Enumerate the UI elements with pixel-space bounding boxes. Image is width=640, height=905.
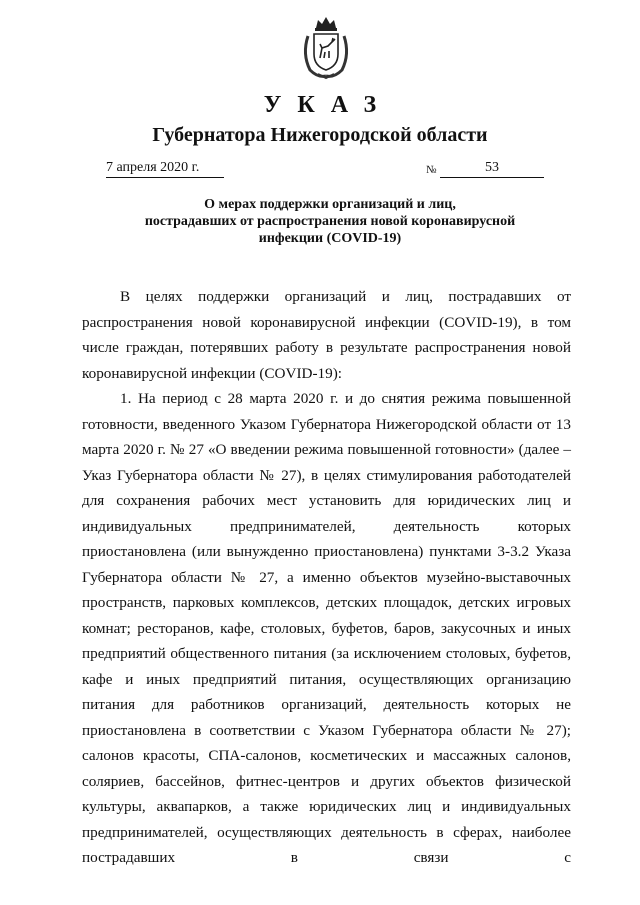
body-paragraph: 1. На период с 28 марта 2020 г. и до снятия режима повышенной готовности, введенного Указом Губернатора Нижегородской области от 13 марта 2020 г. № 27 «О введении режима повышенной готовности» (далее – Указ Губернатора области № 27), в целях стимулирования работодателей для сохранения рабочих мест установить для юридических лиц и индивидуальных предпринимателей, деятельность которых приостановлена (или вынужденно приостановлена) пунктами 3-3.2 Указа Губернатора области № 27, а именно объектов музейно-выставочных пространств, парковых комплексов, детских площадок, детских игровых комнат; ресторанов, кафе, столовых, буфетов, баров, закусочных и иных предприятий общественного питания (за исключением столовых, буфетов, кафе и иных предприятий питания, осуществляющих организацию питания для работников организаций, деятельность которых не приостановлена в соответствии с Указом Губернатора области № 27); салонов красоты, СПА-салонов, косметических и массажных салонов, соляриев, бассейнов, фитнес-центров и других объектов физической культуры, аквапарков, а также юридических лиц и индивидуальных предпринимателей, осуществляющих деятельность в сферах, наиболее пострадавших в связи с [82, 390, 571, 866]
body-paragraph: В целях поддержки организаций и лиц, пострадавших от распространения новой коронавирусной инфекции (COVID-19), в том числе граждан, потерявших работу в результате распространения новой коронавирусной инфекции (COVID-19): [82, 288, 571, 382]
document-heading [100, 196, 560, 247]
heading-line: инфекции (COVID-19) [258, 231, 402, 246]
document-subtitle: Губернатора Нижегородской области [152, 124, 488, 146]
document-body [82, 284, 571, 871]
heading-line: пострадавших от распространения новой коронавирусной [144, 214, 516, 229]
document-date: 7 апреля 2020 г. [106, 160, 224, 178]
document-number: 53 [440, 160, 544, 178]
number-label: № [426, 164, 437, 176]
document-title: УКАЗ [263, 92, 393, 118]
heading-line: О мерах поддержки организаций и лиц, [204, 197, 456, 212]
coat-of-arms-icon [300, 14, 352, 80]
